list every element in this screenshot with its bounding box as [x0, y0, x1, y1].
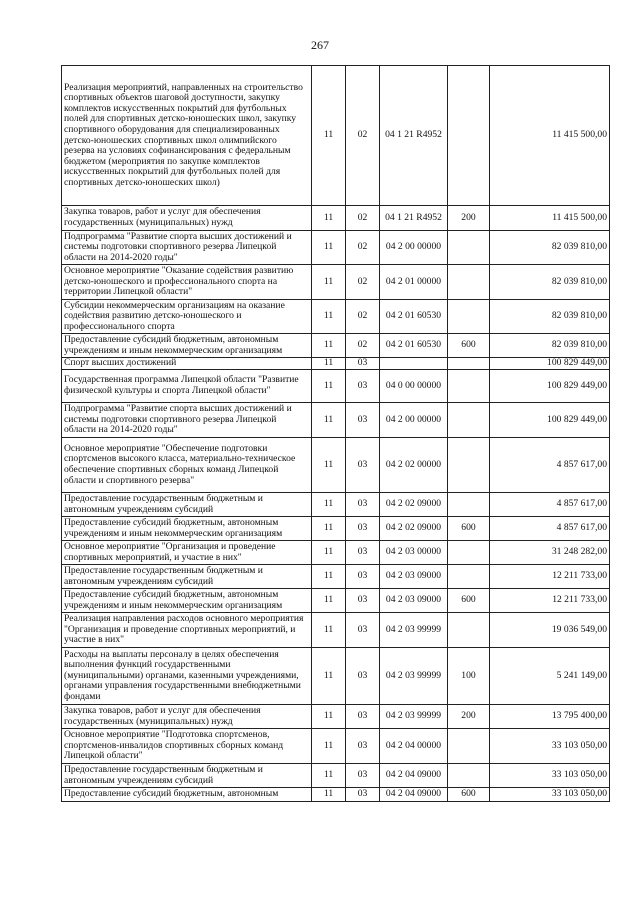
target-article-code: 04 2 00 00000 — [380, 231, 448, 265]
page-number: 267 — [311, 38, 329, 52]
table-row — [62, 370, 610, 403]
target-article-code: 04 2 03 99999 — [380, 648, 448, 705]
target-article-code — [380, 358, 448, 370]
subsection-code: 03 — [346, 589, 380, 613]
expense-type-code — [448, 565, 490, 589]
expense-type-code — [448, 300, 490, 334]
target-article-code: 04 2 01 60530 — [380, 300, 448, 334]
amount: 12 211 733,00 — [490, 589, 610, 613]
amount: 82 039 810,00 — [490, 231, 610, 265]
section-code: 11 — [312, 438, 346, 493]
expense-type-code — [448, 231, 490, 265]
table-row — [62, 729, 610, 764]
table-row — [62, 334, 610, 358]
table-row — [62, 589, 610, 613]
budget-item-name: Закупка товаров, работ и услуг для обеспечения государственных (муниципальных) нужд — [62, 206, 312, 231]
amount: 33 103 050,00 — [490, 788, 610, 802]
table-row — [62, 438, 610, 493]
section-code: 11 — [312, 517, 346, 541]
table-row — [62, 231, 610, 265]
amount: 5 241 149,00 — [490, 648, 610, 705]
section-code: 11 — [312, 705, 346, 729]
amount: 31 248 282,00 — [490, 541, 610, 565]
expense-type-code — [448, 66, 490, 206]
section-code: 11 — [312, 565, 346, 589]
amount: 33 103 050,00 — [490, 729, 610, 764]
expense-type-code: 200 — [448, 705, 490, 729]
table-row — [62, 613, 610, 648]
amount: 82 039 810,00 — [490, 300, 610, 334]
expense-type-code — [448, 438, 490, 493]
subsection-code: 03 — [346, 541, 380, 565]
expense-type-code — [448, 729, 490, 764]
budget-item-name: Реализация мероприятий, направленных на строительство спортивных объектов шаговой доступности, закупку комплектов искусственных покрытий для футбольных полей для спортивных детско-юношеских школ, закупку спортивного оборудования для специализированных детско-юношеских спортивных школ олимпийского резерва на условиях софинансирования с федеральным бюджетом (мероприятия по закупке комплектов искусственных покрытий для футбольных полей для спортивных детско-юношеских школ) — [62, 66, 312, 206]
section-code: 11 — [312, 370, 346, 403]
expense-type-code — [448, 493, 490, 517]
subsection-code: 03 — [346, 493, 380, 517]
subsection-code: 03 — [346, 517, 380, 541]
subsection-code: 03 — [346, 764, 380, 788]
amount: 82 039 810,00 — [490, 334, 610, 358]
budget-item-name: Предоставление субсидий бюджетным, автономным учреждениям и иным некоммерческим организациям — [62, 589, 312, 613]
budget-item-name: Предоставление субсидий бюджетным, автономным учреждениям и иным некоммерческим организациям — [62, 517, 312, 541]
subsection-code: 02 — [346, 66, 380, 206]
target-article-code: 04 2 02 09000 — [380, 517, 448, 541]
budget-item-name: Основное мероприятие "Обеспечение подготовки спортсменов высокого класса, материально-техническое обеспечение спортивных сборных команд Липецкой области и спортивного резерва" — [62, 438, 312, 493]
subsection-code: 03 — [346, 358, 380, 370]
budget-item-name: Спорт высших достижений — [62, 358, 312, 370]
expense-type-code — [448, 358, 490, 370]
table-row — [62, 493, 610, 517]
budget-item-name: Подпрограмма "Развитие спорта высших достижений и системы подготовки спортивного резерва Липецкой области на 2014-2020 годы" — [62, 403, 312, 438]
amount: 13 795 400,00 — [490, 705, 610, 729]
amount: 82 039 810,00 — [490, 265, 610, 300]
subsection-code: 03 — [346, 729, 380, 764]
subsection-code: 03 — [346, 705, 380, 729]
table-row — [62, 648, 610, 705]
amount: 11 415 500,00 — [490, 206, 610, 231]
subsection-code: 02 — [346, 231, 380, 265]
section-code: 11 — [312, 613, 346, 648]
table-row — [62, 788, 610, 802]
target-article-code: 04 2 04 09000 — [380, 788, 448, 802]
amount: 12 211 733,00 — [490, 565, 610, 589]
section-code: 11 — [312, 589, 346, 613]
target-article-code: 04 2 04 09000 — [380, 764, 448, 788]
section-code: 11 — [312, 206, 346, 231]
target-article-code: 04 2 03 00000 — [380, 541, 448, 565]
target-article-code: 04 2 02 00000 — [380, 438, 448, 493]
table-row — [62, 358, 610, 370]
subsection-code: 03 — [346, 565, 380, 589]
amount: 19 036 549,00 — [490, 613, 610, 648]
target-article-code: 04 2 04 00000 — [380, 729, 448, 764]
table-row — [62, 565, 610, 589]
table-row — [62, 764, 610, 788]
amount: 100 829 449,00 — [490, 358, 610, 370]
subsection-code: 02 — [346, 300, 380, 334]
subsection-code: 02 — [346, 334, 380, 358]
subsection-code: 03 — [346, 648, 380, 705]
target-article-code: 04 2 03 09000 — [380, 589, 448, 613]
amount: 4 857 617,00 — [490, 517, 610, 541]
amount: 100 829 449,00 — [490, 403, 610, 438]
budget-item-name: Предоставление субсидий бюджетным, автономным учреждениям и иным некоммерческим организациям — [62, 334, 312, 358]
table-row — [62, 300, 610, 334]
expense-type-code — [448, 370, 490, 403]
section-code: 11 — [312, 300, 346, 334]
subsection-code: 03 — [346, 613, 380, 648]
section-code: 11 — [312, 788, 346, 802]
target-article-code: 04 0 00 00000 — [380, 370, 448, 403]
amount: 4 857 617,00 — [490, 493, 610, 517]
subsection-code: 03 — [346, 370, 380, 403]
budget-item-name: Основное мероприятие "Оказание содействия развитию детско-юношеского и профессионального спорта на территории Липецкой области" — [62, 265, 312, 300]
budget-table-body — [62, 66, 610, 802]
section-code: 11 — [312, 403, 346, 438]
table-row — [62, 705, 610, 729]
target-article-code: 04 1 21 R4952 — [380, 206, 448, 231]
budget-item-name: Предоставление государственным бюджетным и автономным учреждениям субсидий — [62, 493, 312, 517]
section-code: 11 — [312, 265, 346, 300]
amount: 4 857 617,00 — [490, 438, 610, 493]
section-code: 11 — [312, 541, 346, 565]
expense-type-code — [448, 403, 490, 438]
expense-type-code: 200 — [448, 206, 490, 231]
table-row — [62, 206, 610, 231]
subsection-code: 02 — [346, 265, 380, 300]
target-article-code: 04 2 02 09000 — [380, 493, 448, 517]
budget-item-name: Закупка товаров, работ и услуг для обеспечения государственных (муниципальных) нужд — [62, 705, 312, 729]
expense-type-code — [448, 265, 490, 300]
table-row — [62, 265, 610, 300]
section-code: 11 — [312, 231, 346, 265]
subsection-code: 03 — [346, 403, 380, 438]
budget-item-name: Предоставление государственным бюджетным и автономным учреждениям субсидий — [62, 764, 312, 788]
section-code: 11 — [312, 648, 346, 705]
section-code: 11 — [312, 493, 346, 517]
budget-item-name: Расходы на выплаты персоналу в целях обеспечения выполнения функций государственными (муниципальными) органами, казенными учреждениями, органами управления государственными внебюджетными фондами — [62, 648, 312, 705]
section-code: 11 — [312, 66, 346, 206]
amount: 33 103 050,00 — [490, 764, 610, 788]
target-article-code: 04 1 21 R4952 — [380, 66, 448, 206]
budget-table — [61, 65, 610, 802]
expense-type-code: 600 — [448, 589, 490, 613]
amount: 100 829 449,00 — [490, 370, 610, 403]
target-article-code: 04 2 03 99999 — [380, 613, 448, 648]
section-code: 11 — [312, 764, 346, 788]
table-row — [62, 66, 610, 206]
expense-type-code — [448, 613, 490, 648]
target-article-code: 04 2 00 00000 — [380, 403, 448, 438]
amount: 11 415 500,00 — [490, 66, 610, 206]
budget-item-name: Субсидии некоммерческим организациям на оказание содействия развитию детско-юношеского и профессионального спорта — [62, 300, 312, 334]
subsection-code: 03 — [346, 788, 380, 802]
budget-item-name: Государственная программа Липецкой области "Развитие физической культуры и спорта Липецкой области" — [62, 370, 312, 403]
expense-type-code: 100 — [448, 648, 490, 705]
expense-type-code — [448, 541, 490, 565]
target-article-code: 04 2 03 99999 — [380, 705, 448, 729]
expense-type-code — [448, 764, 490, 788]
subsection-code: 02 — [346, 206, 380, 231]
budget-item-name: Предоставление государственным бюджетным и автономным учреждениям субсидий — [62, 565, 312, 589]
budget-item-name: Основное мероприятие "Организация и проведение спортивных мероприятий, и участие в них" — [62, 541, 312, 565]
expense-type-code: 600 — [448, 517, 490, 541]
target-article-code: 04 2 03 09000 — [380, 565, 448, 589]
target-article-code: 04 2 01 00000 — [380, 265, 448, 300]
section-code: 11 — [312, 729, 346, 764]
section-code: 11 — [312, 334, 346, 358]
budget-item-name: Подпрограмма "Развитие спорта высших достижений и системы подготовки спортивного резерва Липецкой области на 2014-2020 годы" — [62, 231, 312, 265]
budget-item-name: Предоставление субсидий бюджетным, автономным — [62, 788, 312, 802]
expense-type-code: 600 — [448, 334, 490, 358]
subsection-code: 03 — [346, 438, 380, 493]
budget-item-name: Основное мероприятие "Подготовка спортсменов, спортсменов-инвалидов спортивных сборных команд Липецкой области" — [62, 729, 312, 764]
table-row — [62, 403, 610, 438]
section-code: 11 — [312, 358, 346, 370]
table-row — [62, 541, 610, 565]
target-article-code: 04 2 01 60530 — [380, 334, 448, 358]
expense-type-code: 600 — [448, 788, 490, 802]
table-row — [62, 517, 610, 541]
budget-item-name: Реализация направления расходов основного мероприятия "Организация и проведение спортивных мероприятий, и участие в них" — [62, 613, 312, 648]
